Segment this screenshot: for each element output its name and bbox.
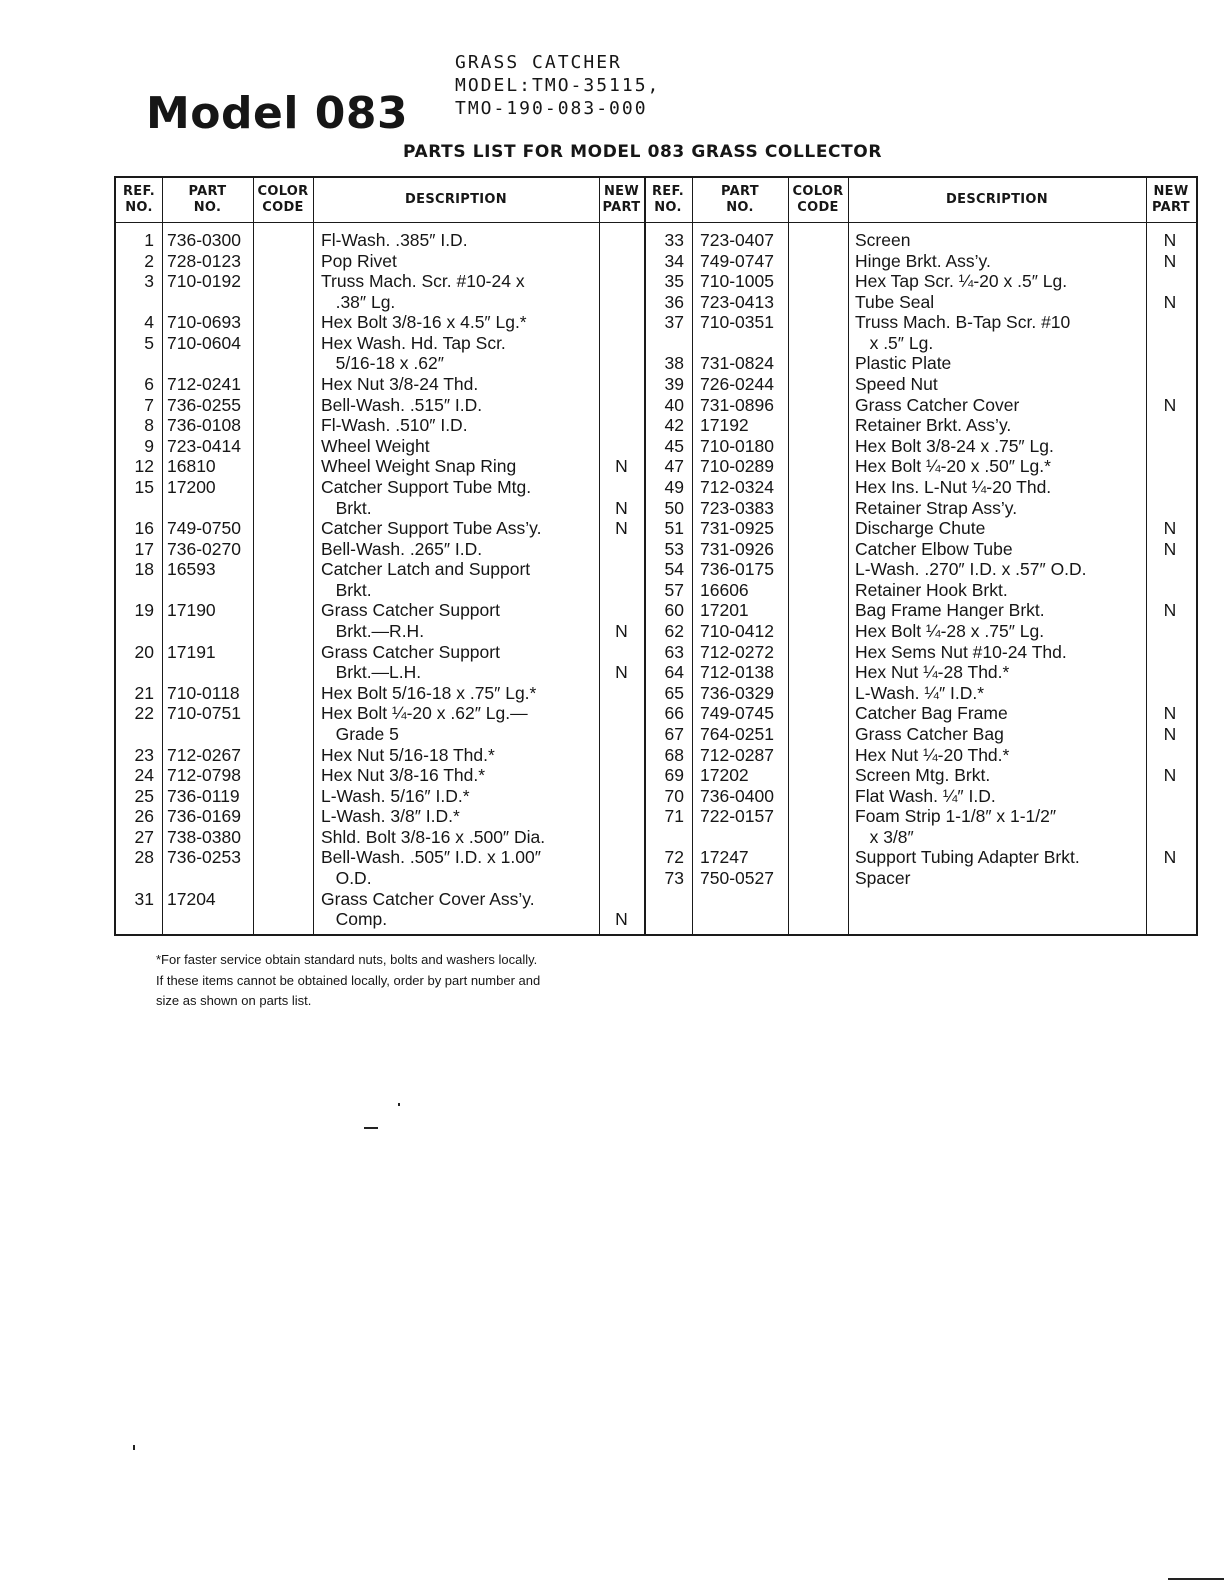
right-desc-cell: Hex Sems Nut #10-24 Thd. xyxy=(855,641,1067,662)
left-new-cell xyxy=(599,703,644,724)
right-part-cell: 722-0157 xyxy=(700,806,774,827)
left-part-cell: 710-0118 xyxy=(167,682,240,703)
right-new-cell: N xyxy=(1163,765,1177,786)
right-ref-cell: 65 xyxy=(664,682,684,703)
right-part-cell: 723-0383 xyxy=(700,497,774,518)
left-new-cell xyxy=(599,230,644,251)
right-ref-cell: 50 xyxy=(664,497,684,518)
right-part-cell: 712-0272 xyxy=(700,641,774,662)
header-line: MODEL:TMO-35115, xyxy=(455,75,661,96)
right-part-cell: 731-0824 xyxy=(700,353,774,374)
header-ref-no: REF. NO. xyxy=(652,184,684,215)
left-part-cell: 736-0108 xyxy=(167,415,241,436)
left-part-cell: 16810 xyxy=(167,456,216,477)
left-new-cell: N xyxy=(615,518,628,539)
left-part-cell xyxy=(167,580,257,601)
right-desc-cell: Flat Wash. ¼″ I.D. xyxy=(855,785,996,806)
left-ref-cell: 31 xyxy=(134,888,154,909)
right-desc-cell: Hex Bolt ¼-20 x .50″ Lg.* xyxy=(855,456,1051,477)
header-part-no: PART NO. xyxy=(721,184,759,215)
right-ref-cell: 35 xyxy=(664,271,684,292)
left-desc-cell: Catcher Support Tube Mtg. xyxy=(321,476,532,497)
right-desc-cell: Hex Ins. L-Nut ¼-20 Thd. xyxy=(855,476,1052,497)
right-ref-cell: 47 xyxy=(664,456,684,477)
left-desc-cell: Hex Nut 3/8-24 Thd. xyxy=(321,374,479,395)
left-desc-cell: L-Wash. 3/8″ I.D.* xyxy=(321,806,460,827)
header-line: GRASS CATCHER xyxy=(455,52,622,73)
right-desc-cell: Catcher Bag Frame xyxy=(855,703,1008,724)
left-desc-cell: Brkt. xyxy=(321,579,372,600)
right-part-cell: 16606 xyxy=(700,579,749,600)
left-part-cell: 736-0169 xyxy=(167,806,241,827)
right-part-cell: 731-0926 xyxy=(700,538,774,559)
right-desc-cell: L-Wash. .270″ I.D. x .57″ O.D. xyxy=(855,559,1087,580)
right-desc-cell: Hinge Brkt. Ass’y. xyxy=(855,250,991,271)
right-part-cell: 17247 xyxy=(700,847,749,868)
left-new-cell xyxy=(599,786,644,807)
right-desc-cell: Grass Catcher Cover xyxy=(855,394,1020,415)
right-part-cell: 710-0289 xyxy=(700,456,774,477)
right-desc-cell: Retainer Brkt. Ass’y. xyxy=(855,415,1012,436)
right-part-cell: 731-0896 xyxy=(700,394,774,415)
right-part-cell: 17202 xyxy=(700,765,749,786)
left-ref-cell: 12 xyxy=(134,456,154,477)
left-desc-cell: Hex Bolt 5/16-18 x .75″ Lg.* xyxy=(321,682,537,703)
right-desc-cell: Retainer Hook Brkt. xyxy=(855,579,1008,600)
right-new-cell xyxy=(1146,477,1194,498)
left-ref-cell: 28 xyxy=(134,847,154,868)
right-new-cell xyxy=(1146,806,1194,827)
right-desc-cell: Hex Bolt 3/8-24 x .75″ Lg. xyxy=(855,435,1054,456)
left-new-cell xyxy=(599,312,644,333)
right-part-cell: 712-0138 xyxy=(700,662,774,683)
left-desc-cell: Grade 5 xyxy=(321,723,399,744)
right-part-cell: 723-0413 xyxy=(700,291,774,312)
left-ref-cell: 15 xyxy=(134,476,154,497)
left-part-cell: 710-0604 xyxy=(167,332,241,353)
left-part-cell: 710-0751 xyxy=(167,703,241,724)
right-ref-cell: 71 xyxy=(664,806,684,827)
right-ref-cell: 60 xyxy=(664,600,684,621)
model-title: Model 083 xyxy=(146,88,409,139)
left-part-cell: 712-0267 xyxy=(167,744,241,765)
left-ref-cell: 17 xyxy=(134,538,154,559)
left-ref-cell: 21 xyxy=(134,682,154,703)
left-desc-cell: .38″ Lg. xyxy=(321,291,396,312)
left-ref-cell: 16 xyxy=(134,518,154,539)
left-new-cell xyxy=(599,745,644,766)
left-ref-cell xyxy=(116,621,154,642)
right-ref-cell: 67 xyxy=(664,723,684,744)
left-part-cell: 16593 xyxy=(167,559,216,580)
left-part-cell: 728-0123 xyxy=(167,250,241,271)
left-ref-cell: 6 xyxy=(144,374,154,395)
left-ref-cell: 9 xyxy=(144,435,154,456)
left-desc-cell: Brkt.—R.H. xyxy=(321,621,425,642)
right-new-cell: N xyxy=(1163,723,1177,744)
left-ref-cell: 23 xyxy=(134,744,154,765)
left-desc-cell: Shld. Bolt 3/8-16 x .500″ Dia. xyxy=(321,826,546,847)
right-ref-cell: 68 xyxy=(664,744,684,765)
left-new-cell xyxy=(599,292,644,313)
right-ref-cell: 51 xyxy=(664,518,684,539)
left-part-cell: 17190 xyxy=(167,600,216,621)
header-line: TMO-190-083-000 xyxy=(455,98,648,119)
left-new-cell xyxy=(599,271,644,292)
right-ref-cell: 53 xyxy=(664,538,684,559)
right-part-cell: 749-0745 xyxy=(700,703,774,724)
right-ref-cell: 57 xyxy=(664,579,684,600)
right-ref-cell: 38 xyxy=(664,353,684,374)
right-desc-cell: Foam Strip 1-1/8″ x 1-1/2″ xyxy=(855,806,1057,827)
left-part-cell xyxy=(167,909,257,930)
left-desc-cell: Hex Wash. Hd. Tap Scr. xyxy=(321,332,506,353)
header-new-part: NEW PART xyxy=(602,184,641,215)
right-part-cell: 764-0251 xyxy=(700,723,774,744)
right-ref-cell: 63 xyxy=(664,641,684,662)
left-part-cell: 736-0253 xyxy=(167,847,241,868)
left-new-cell xyxy=(599,683,644,704)
right-ref-cell: 49 xyxy=(664,476,684,497)
right-new-cell xyxy=(1146,312,1194,333)
left-desc-cell: Grass Catcher Cover Ass’y. xyxy=(321,888,535,909)
header-color-code: COLOR CODE xyxy=(257,184,309,215)
left-new-cell: N xyxy=(615,456,628,477)
left-new-cell xyxy=(599,765,644,786)
left-desc-cell: Hex Nut 3/8-16 Thd.* xyxy=(321,765,486,786)
left-new-cell xyxy=(599,251,644,272)
left-new-cell xyxy=(599,477,644,498)
left-part-cell: 738-0380 xyxy=(167,826,241,847)
parts-list-heading: PARTS LIST FOR MODEL 083 GRASS COLLECTOR xyxy=(403,142,883,162)
right-ref-cell: 34 xyxy=(664,250,684,271)
right-new-cell xyxy=(1146,415,1194,436)
right-part-cell: 726-0244 xyxy=(700,374,774,395)
left-desc-cell: Bell-Wash. .505″ I.D. x 1.00″ xyxy=(321,847,541,868)
right-part-cell: 712-0324 xyxy=(700,476,774,497)
header-new-part: NEW PART xyxy=(1152,184,1190,215)
right-desc-cell: Spacer xyxy=(855,867,911,888)
left-new-cell: N xyxy=(615,497,628,518)
scan-mark xyxy=(1168,1578,1224,1580)
model-header-block xyxy=(455,51,660,120)
right-new-cell xyxy=(1146,868,1194,889)
footnote-line: *For faster service obtain standard nuts, bolts and washers locally. xyxy=(156,952,538,967)
left-new-cell xyxy=(599,827,644,848)
right-ref-cell: 39 xyxy=(664,374,684,395)
right-new-cell xyxy=(1146,498,1194,519)
left-desc-cell: Grass Catcher Support xyxy=(321,600,500,621)
right-ref-cell: 37 xyxy=(664,312,684,333)
right-part-cell: 710-0180 xyxy=(700,435,774,456)
left-desc-cell: Brkt.—L.H. xyxy=(321,662,422,683)
right-new-cell xyxy=(1146,580,1194,601)
column-divider xyxy=(162,178,163,934)
right-part-cell: 736-0175 xyxy=(700,559,774,580)
left-desc-cell: Hex Nut 5/16-18 Thd.* xyxy=(321,744,495,765)
left-ref-cell: 19 xyxy=(134,600,154,621)
left-desc-cell: Grass Catcher Support xyxy=(321,641,500,662)
column-divider xyxy=(848,178,849,934)
left-ref-cell xyxy=(116,662,154,683)
right-ref-cell: 33 xyxy=(664,230,684,250)
left-part-cell xyxy=(167,498,257,519)
left-ref-cell: 24 xyxy=(134,765,154,786)
left-ref-cell: 4 xyxy=(144,312,154,333)
right-part-cell: 736-0329 xyxy=(700,682,774,703)
left-new-cell xyxy=(599,415,644,436)
right-new-cell xyxy=(1146,559,1194,580)
left-part-cell xyxy=(167,724,257,745)
right-desc-cell: L-Wash. ¼″ I.D.* xyxy=(855,682,985,703)
right-new-cell: N xyxy=(1163,394,1177,415)
left-desc-cell: Catcher Support Tube Ass’y. xyxy=(321,518,542,539)
footnote-line: size as shown on parts list. xyxy=(156,993,312,1008)
right-new-cell: N xyxy=(1163,518,1177,539)
left-part-cell xyxy=(167,292,257,313)
left-part-cell: 710-0192 xyxy=(167,271,241,292)
right-part-cell: 710-0351 xyxy=(700,312,774,333)
left-part-cell: 712-0798 xyxy=(167,765,241,786)
left-desc-cell: Truss Mach. Scr. #10-24 x xyxy=(321,271,525,292)
right-part-cell: 749-0747 xyxy=(700,250,774,271)
right-part-cell: 17201 xyxy=(700,600,749,621)
left-ref-cell: 26 xyxy=(134,806,154,827)
left-new-cell xyxy=(599,642,644,663)
right-desc-cell: Hex Nut ¼-28 Thd.* xyxy=(855,662,1010,683)
left-part-cell: 749-0750 xyxy=(167,518,241,539)
right-part-cell: 712-0287 xyxy=(700,744,774,765)
right-ref-cell: 40 xyxy=(664,394,684,415)
left-new-cell: N xyxy=(615,621,628,642)
left-ref-cell: 2 xyxy=(144,250,154,271)
left-ref-cell: 5 xyxy=(144,332,154,353)
left-ref-cell xyxy=(116,868,154,889)
left-ref-cell: 22 xyxy=(134,703,154,724)
right-new-cell xyxy=(1146,642,1194,663)
left-ref-cell: 8 xyxy=(144,415,154,436)
left-new-cell: N xyxy=(615,662,628,683)
left-desc-cell: Wheel Weight xyxy=(321,435,430,456)
left-ref-cell xyxy=(116,353,154,374)
left-part-cell: 736-0270 xyxy=(167,538,241,559)
left-desc-cell: Comp. xyxy=(321,909,388,930)
right-ref-cell: 64 xyxy=(664,662,684,683)
right-part-cell: 17192 xyxy=(700,415,749,436)
right-ref-cell xyxy=(644,827,684,848)
left-desc-cell: Hex Bolt ¼-20 x .62″ Lg.— xyxy=(321,703,528,724)
right-ref-cell: 72 xyxy=(664,847,684,868)
right-new-cell: N xyxy=(1163,538,1177,559)
header-part-no: PART NO. xyxy=(188,184,227,215)
left-new-cell xyxy=(599,580,644,601)
right-ref-cell: 36 xyxy=(664,291,684,312)
left-part-cell xyxy=(167,868,257,889)
right-new-cell xyxy=(1146,271,1194,292)
right-new-cell xyxy=(1146,456,1194,477)
right-new-cell xyxy=(1146,333,1194,354)
right-ref-cell: 62 xyxy=(664,621,684,642)
right-ref-cell: 42 xyxy=(664,415,684,436)
left-desc-cell: Pop Rivet xyxy=(321,250,397,271)
right-desc-cell: Truss Mach. B-Tap Scr. #10 xyxy=(855,312,1071,333)
right-new-cell: N xyxy=(1163,250,1177,271)
left-ref-cell: 18 xyxy=(134,559,154,580)
right-ref-cell: 45 xyxy=(664,435,684,456)
right-desc-cell: x 3/8″ xyxy=(855,826,914,847)
right-desc-cell: Hex Nut ¼-20 Thd.* xyxy=(855,744,1010,765)
right-new-cell xyxy=(1146,827,1194,848)
left-part-cell xyxy=(167,621,257,642)
left-part-cell: 736-0300 xyxy=(167,230,241,250)
right-ref-cell: 69 xyxy=(664,765,684,786)
right-desc-cell: Screen xyxy=(855,230,911,250)
right-desc-cell: Support Tubing Adapter Brkt. xyxy=(855,847,1080,868)
left-part-cell: 17204 xyxy=(167,888,216,909)
left-part-cell xyxy=(167,662,257,683)
right-desc-cell: Screen Mtg. Brkt. xyxy=(855,765,991,786)
left-desc-cell: O.D. xyxy=(321,867,372,888)
right-desc-cell: Discharge Chute xyxy=(855,518,986,539)
left-part-cell: 736-0119 xyxy=(167,785,240,806)
right-part-cell: 736-0400 xyxy=(700,785,774,806)
right-desc-cell: Grass Catcher Bag xyxy=(855,723,1004,744)
left-desc-cell: Hex Bolt 3/8-16 x 4.5″ Lg.* xyxy=(321,312,527,333)
right-new-cell xyxy=(1146,786,1194,807)
left-desc-cell: Bell-Wash. .265″ I.D. xyxy=(321,538,483,559)
left-ref-cell xyxy=(116,909,154,930)
left-part-cell: 723-0414 xyxy=(167,435,241,456)
left-ref-cell xyxy=(116,724,154,745)
header-description: DESCRIPTION xyxy=(405,192,507,207)
left-desc-cell: Wheel Weight Snap Ring xyxy=(321,456,517,477)
left-desc-cell: L-Wash. 5/16″ I.D.* xyxy=(321,785,470,806)
right-part-cell: 750-0527 xyxy=(700,867,774,888)
left-new-cell xyxy=(599,724,644,745)
left-new-cell xyxy=(599,889,644,910)
left-new-cell xyxy=(599,847,644,868)
scan-mark xyxy=(364,1127,378,1129)
left-part-cell: 736-0255 xyxy=(167,394,241,415)
footnote-line: If these items cannot be obtained locally, order by part number and xyxy=(156,972,541,988)
left-ref-cell: 25 xyxy=(134,785,154,806)
left-ref-cell: 1 xyxy=(144,230,154,250)
right-desc-cell: x .5″ Lg. xyxy=(855,332,934,353)
right-desc-cell: Catcher Elbow Tube xyxy=(855,538,1013,559)
left-desc-cell: Catcher Latch and Support xyxy=(321,559,531,580)
right-new-cell: N xyxy=(1163,291,1177,312)
left-desc-cell: Brkt. xyxy=(321,497,372,518)
left-new-cell xyxy=(599,374,644,395)
right-desc-cell: Retainer Strap Ass’y. xyxy=(855,497,1018,518)
parts-table xyxy=(114,176,1198,936)
right-new-cell xyxy=(1146,353,1194,374)
right-desc-cell: Speed Nut xyxy=(855,374,938,395)
right-new-cell: N xyxy=(1163,703,1177,724)
left-ref-cell xyxy=(116,498,154,519)
right-desc-cell: Plastic Plate xyxy=(855,353,952,374)
right-desc-cell: Hex Bolt ¼-28 x .75″ Lg. xyxy=(855,621,1045,642)
left-part-cell: 17200 xyxy=(167,476,216,497)
scan-mark xyxy=(133,1445,135,1450)
column-divider xyxy=(692,178,693,934)
left-new-cell xyxy=(599,539,644,560)
left-part-cell: 712-0241 xyxy=(167,374,241,395)
right-part-cell xyxy=(700,827,790,848)
column-divider xyxy=(313,178,314,934)
right-ref-cell: 66 xyxy=(664,703,684,724)
left-new-cell xyxy=(599,806,644,827)
right-desc-cell: Bag Frame Hanger Brkt. xyxy=(855,600,1045,621)
left-new-cell xyxy=(599,353,644,374)
left-new-cell xyxy=(599,559,644,580)
right-part-cell: 710-1005 xyxy=(700,271,774,292)
left-new-cell: N xyxy=(615,909,628,930)
right-desc-cell: Tube Seal xyxy=(855,291,935,312)
right-part-cell: 710-0412 xyxy=(700,621,774,642)
header-description: DESCRIPTION xyxy=(946,192,1048,207)
right-new-cell xyxy=(1146,374,1194,395)
right-new-cell: N xyxy=(1163,230,1177,250)
left-ref-cell: 20 xyxy=(134,641,154,662)
left-new-cell xyxy=(599,333,644,354)
left-desc-cell: Fl-Wash. .385″ I.D. xyxy=(321,230,468,250)
right-new-cell xyxy=(1146,662,1194,683)
right-ref-cell: 70 xyxy=(664,785,684,806)
left-ref-cell: 3 xyxy=(144,271,154,292)
left-desc-cell: Fl-Wash. .510″ I.D. xyxy=(321,415,468,436)
right-new-cell xyxy=(1146,436,1194,457)
scan-mark xyxy=(398,1103,400,1106)
right-part-cell: 723-0407 xyxy=(700,230,774,250)
right-part-cell xyxy=(700,333,790,354)
left-ref-cell: 7 xyxy=(144,394,154,415)
left-new-cell xyxy=(599,395,644,416)
left-desc-cell: 5/16-18 x .62″ xyxy=(321,353,444,374)
left-new-cell xyxy=(599,436,644,457)
footnote xyxy=(156,950,540,1012)
header-color-code: COLOR CODE xyxy=(792,184,844,215)
left-new-cell xyxy=(599,600,644,621)
right-ref-cell: 54 xyxy=(664,559,684,580)
left-new-cell xyxy=(599,868,644,889)
right-ref-cell: 73 xyxy=(664,867,684,888)
right-new-cell: N xyxy=(1163,600,1177,621)
left-part-cell: 710-0693 xyxy=(167,312,241,333)
left-part-cell: 17191 xyxy=(167,641,216,662)
right-new-cell xyxy=(1146,683,1194,704)
right-new-cell xyxy=(1146,621,1194,642)
left-ref-cell xyxy=(116,580,154,601)
header-ref-no: REF. NO. xyxy=(123,184,155,215)
right-new-cell: N xyxy=(1163,847,1177,868)
left-desc-cell: Bell-Wash. .515″ I.D. xyxy=(321,394,483,415)
right-new-cell xyxy=(1146,745,1194,766)
right-ref-cell xyxy=(644,333,684,354)
left-ref-cell xyxy=(116,292,154,313)
right-part-cell: 731-0925 xyxy=(700,518,774,539)
right-desc-cell: Hex Tap Scr. ¼-20 x .5″ Lg. xyxy=(855,271,1068,292)
header-divider xyxy=(116,222,1196,223)
left-part-cell xyxy=(167,353,257,374)
left-ref-cell: 27 xyxy=(134,826,154,847)
